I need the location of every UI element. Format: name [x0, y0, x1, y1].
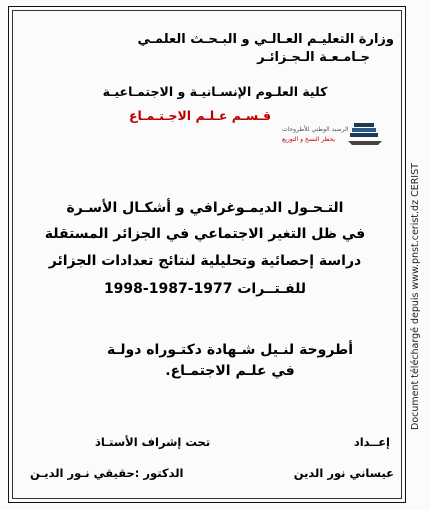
thesis-title-line-2: في ظل التغير الاجتماعي في الجزائر المستقلة [44, 226, 366, 242]
logo-icon [262, 115, 382, 153]
logo-title: الرصيد الوطني للأطروحات [282, 126, 349, 133]
department-name: قـسـم عـلـم الاجـتـمـاع [128, 108, 272, 123]
faculty-name: كلية العلـوم الإنسـانيـة و الاجتمـاعيـة [102, 84, 328, 99]
download-watermark [404, 60, 426, 440]
thesis-title-line-4: للفـتــرات 1977-1987-1998 [103, 281, 307, 297]
logo-subtitle: يحظر النسخ و التوزيع [282, 136, 336, 143]
supervisor-name: الدكتور :حقيقي نـور الديـن [30, 466, 184, 480]
thesis-title-line-1: التـحـول الديمـوغرافي و أشكـال الأسـرة [66, 200, 344, 216]
supervision-label: تحت إشراف الأستـاذ [95, 435, 211, 449]
university-name: جـامـعـة الـجـزائـر [257, 50, 370, 65]
author-name: عيساني نور الدين [293, 466, 394, 480]
degree-line-1: أطروحة لنـيل شـهادة دكتـوراه دولـة [106, 342, 354, 358]
prepared-by-label: إعــداد [353, 435, 390, 449]
thesis-title-line-3: دراسة إحصائية وتحليلية لنتائج تعدادات الجزائر [48, 253, 362, 269]
watermark-text: Document téléchargé depuis www.pnst.cerist.dz CERIST [410, 163, 421, 430]
degree-line-2: في علـم الاجتمـاع. [165, 363, 295, 379]
ministry-name: وزارة التعليـم العـالـي و البـحـث العلمـي [137, 32, 394, 47]
